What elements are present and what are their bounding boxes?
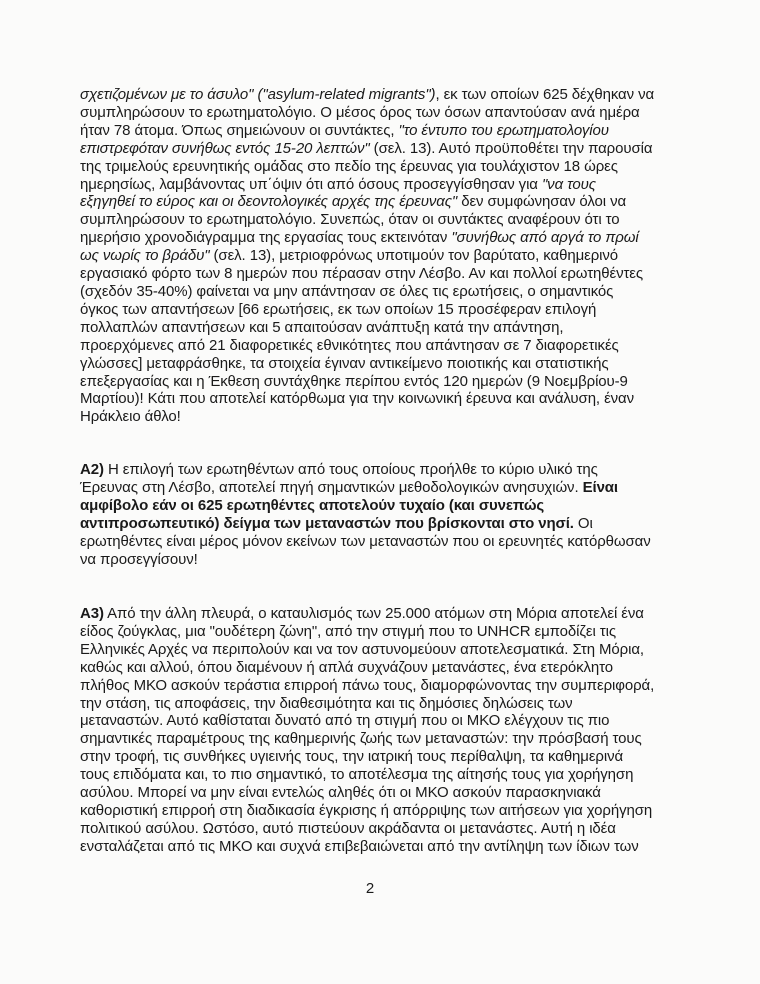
text-line [80, 497, 651, 515]
text-line [80, 408, 654, 426]
text-run: πολλαπλών απαντήσεων και 5 απαιτούσαν ανάπτυξη κατά την απάντηση, [80, 318, 564, 336]
paragraph-a3-moria-camp [80, 605, 654, 856]
paragraph-survey-workload [80, 86, 654, 426]
text-run: ασύλου. Μπορεί να μην είναι εντελώς αληθές ότι οι ΜΚΟ ασκούν παρασκηνιακά [80, 784, 601, 802]
bold-text: αντιπροσωπευτικό) δείγμα των μεταναστών που βρίσκονται στο νησί. [80, 514, 574, 532]
bold-text: Α2) [80, 461, 104, 478]
text-run: επεξεργασίας και η Έκθεση συντάχθηκε περίπου εντός 120 ημερών (9 Νοεμβρίου-9 [80, 372, 628, 390]
text-line [80, 730, 654, 748]
text-run: ημερήσιο χρονοδιάγραμμα της εργασίας τους εκτεινόταν [80, 229, 452, 247]
text-line [80, 784, 654, 802]
text-run: (σχεδόν 35-40%) φαίνεται να μην απάντησαν σε όλες τις ερωτήσεις, ο σημαντικός [80, 282, 614, 300]
text-run: προερχόμενες από 21 διαφορετικές εθνικότητες που απάντησαν σε 7 διαφορετικές [80, 336, 619, 354]
text-run: της τριμελούς ερευνητικής ομάδας στο πεδίο της έρευνας για τουλάχιστον 18 ώρες [80, 157, 618, 175]
text-run: είδος ζούγκλας, μια "ουδέτερη ζώνη", από την στιγμή που το UNHCR εμποδίζει τις [80, 622, 616, 640]
text-line [80, 211, 654, 229]
text-line [80, 766, 654, 784]
text-run: (σελ. 13), μετριοφρόνως υποτιμούν τον βαρύτατο, καθημερινό [209, 247, 619, 265]
italic-quote: "το έντυπο του ερωτηματολογίου [398, 121, 609, 139]
italic-quote: "να τους [541, 175, 596, 193]
text-run: στην τροφή, τις συνθήκες υγιεινής τους, την ιατρική τους περίθαλψη, τα καθημερινά [80, 748, 624, 766]
text-line [80, 641, 654, 659]
text-line [80, 355, 654, 373]
text-run: μεταναστών. Αυτό καθίσταται δυνατό από τη στιγμή που οι ΜΚΟ ελέγχουν τις πιο [80, 712, 610, 730]
text-line [80, 247, 654, 265]
text-line [80, 695, 654, 713]
text-run: Ηράκλειο άθλο! [80, 408, 181, 426]
text-run: ερωτηθέντες είναι μέρος μόνον εκείνων των μεταναστών που οι ερευνητές κατόρθωσαν [80, 532, 651, 550]
text-line [80, 283, 654, 301]
text-line [80, 838, 654, 856]
text-run: καθώς και αλλού, όπου διαμένουν ή απλά συχνάζουν μετανάστες, ένα ετερόκλητο [80, 658, 614, 676]
text-run: , εκ των οποίων 625 δέχθηκαν να [435, 86, 655, 103]
text-line [80, 140, 654, 158]
text-run: ημερησίως, λαμβάνοντας υπ΄όψιν ότι από όσους προσεγγίσθησαν για [80, 175, 542, 193]
text-run: δεν συμφώνησαν όλοι να [457, 193, 627, 211]
bold-text: αμφίβολο εάν οι 625 ερωτηθέντες αποτελούν τυχαίο (και συνεπώς [80, 496, 545, 514]
text-line [80, 623, 654, 641]
text-line [80, 605, 654, 623]
text-line [80, 551, 651, 569]
text-run: όγκος των απαντήσεων [66 ερωτήσεις, εκ των οποίων 15 προσέφεραν επιλογή [80, 300, 597, 318]
text-line [80, 229, 654, 247]
text-line [80, 677, 654, 695]
text-run: Από την άλλη πλευρά, ο καταυλισμός των 25.000 ατόμων στη Μόρια αποτελεί ένα [103, 605, 644, 622]
italic-quote: "συνήθως από αργά το πρωί [451, 229, 639, 247]
text-line [80, 659, 654, 677]
text-line [80, 158, 654, 176]
text-line [80, 265, 654, 283]
text-run: Μαρτίου)! Κάτι που αποτελεί κατόρθωμα για την κοινωνική έρευνα και ανάλυση, έναν [80, 390, 635, 408]
paragraph-a2-respondent-selection [80, 461, 651, 568]
text-line [80, 373, 654, 391]
italic-quote: ως νωρίς το βράδυ" [80, 247, 210, 265]
text-run: ήταν 78 άτομα. Όπως σημειώνουν οι συντάκτες, [80, 121, 399, 139]
bold-text: Α3) [80, 605, 104, 622]
text-run: Η επιλογή των ερωτηθέντων από τους οποίους προήλθε το κύριο υλικό της [103, 461, 598, 478]
text-line [80, 461, 651, 479]
text-line [80, 712, 654, 730]
text-line [80, 533, 651, 551]
text-line [80, 479, 651, 497]
text-line [80, 122, 654, 140]
text-run: Οι [573, 514, 593, 532]
italic-quote: επιστρεφόταν συνήθως εντός 15-20 λεπτών" [80, 139, 370, 157]
text-line [80, 748, 654, 766]
text-line [80, 802, 654, 820]
text-line [80, 176, 654, 194]
bold-text: Είναι [582, 478, 618, 496]
text-run: ενσταλάζεται από τις ΜΚΟ και συχνά επιβεβαιώνεται από την αντίληψη των ίδιων των [80, 837, 639, 855]
text-run: (σελ. 13). Αυτό προϋποθέτει την παρουσία [369, 139, 653, 157]
text-line [80, 104, 654, 122]
text-line [80, 820, 654, 838]
text-run: τους επιδόματα και, το πιο σημαντικό, το αποτέλεσμα της αίτησής τους για χορήγηση [80, 766, 634, 784]
text-run: πολιτικού ασύλου. Ωστόσο, αυτό πιστεύουν ακράδαντα οι μετανάστες. Αυτή η ιδέα [80, 819, 616, 837]
text-run: πλήθος ΜΚΟ ασκούν τεράστια επιρροή πάνω τους, διαμορφώνοντας την συμπεριφορά, [80, 676, 655, 694]
text-run: καθοριστική επιρροή στη διαδικασία έγκρισης ή απόρριψης των αιτήσεων για χορήγηση [80, 801, 653, 819]
text-run: σημαντικές παραμέτρους της καθημερινής ζωής των μεταναστών: την πρόσβασή τους [80, 730, 642, 748]
text-line [80, 193, 654, 211]
italic-quote: εξηγηθεί το εύρος και οι δεοντολογικές αρχές της έρευνας" [80, 193, 458, 211]
text-run: συμπληρώσουν το ερωτηματολόγιο. Ο μέσος όρος των όσων απαντούσαν ανά ημέρα [80, 103, 640, 121]
text-run: Έρευνας στη Λέσβο, αποτελεί πηγή σημαντικών μεθοδολογικών ανησυχιών. [80, 478, 583, 496]
text-run: να προσεγγίσουν! [80, 550, 198, 568]
text-line [80, 319, 654, 337]
text-line [80, 390, 654, 408]
page-number: 2 [365, 880, 375, 897]
text-line [80, 86, 654, 104]
italic-quote: σχετιζομένων με το άσυλο" ("asylum-related migrants") [80, 86, 436, 103]
text-line [80, 515, 651, 533]
text-line [80, 337, 654, 355]
text-run: γλώσσες] μεταφράσθηκε, τα στοιχεία έγιναν αντικείμενο ποιοτικής και στατιστικής [80, 354, 609, 372]
text-run: συμπληρώσουν το ερωτηματολόγιο. Συνεπώς, όταν οι συντάκτες αναφέρουν ότι το [80, 211, 620, 229]
text-run: Ελληνικές Αρχές να περιπολούν και να τον αστυνομεύουν αποτελεσματικά. Στη Μόρια, [80, 640, 644, 658]
text-run: την στάση, τις αποφάσεις, την διαθεσιμότητα και τις δημόσιες δηλώσεις των [80, 694, 573, 712]
text-line [80, 301, 654, 319]
text-run: εργασιακό φόρτο των 8 ημερών που πέρασαν στην Λέσβο. Αν και πολλοί ερωτηθέντες [80, 265, 644, 283]
